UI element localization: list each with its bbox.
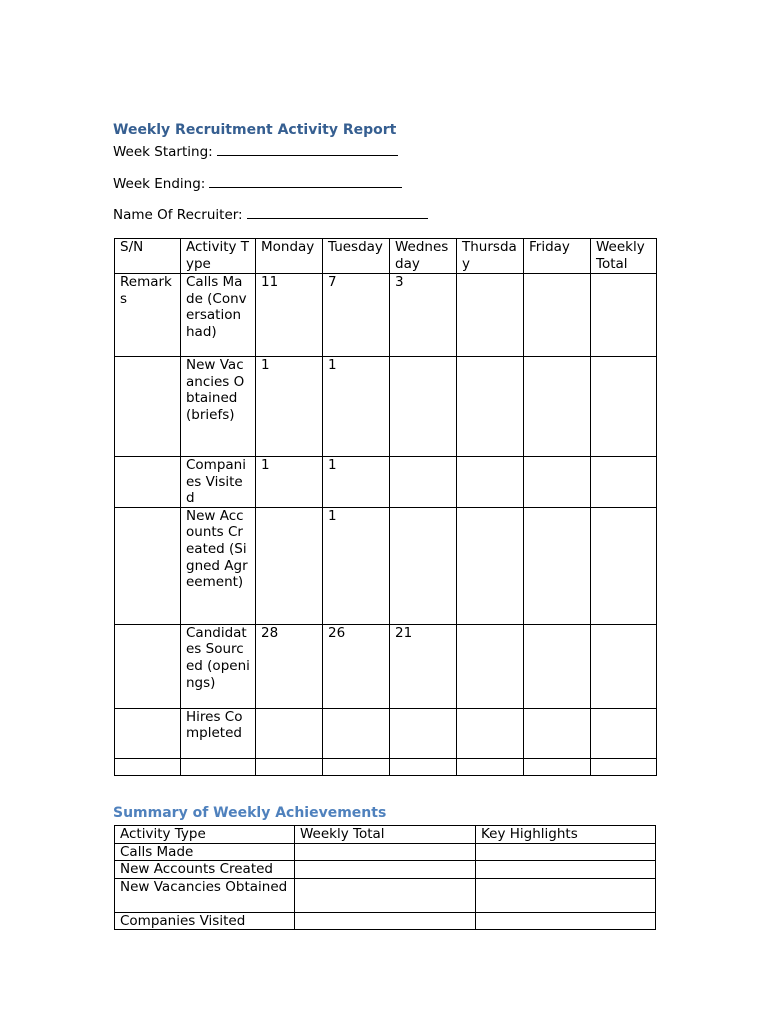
report-title: Weekly Recruitment Activity Report [113,122,397,138]
table-cell[interactable] [457,274,524,357]
table-cell [115,507,181,624]
table-cell[interactable]: 3 [390,274,457,357]
table-cell: Calls Made [115,843,295,861]
table-cell [181,758,256,775]
table-row [115,843,656,861]
header-thursday: Thursday [457,239,524,274]
table-cell[interactable]: 26 [323,624,390,708]
table-row [115,912,656,930]
table-cell[interactable] [476,878,656,912]
table-cell [115,758,181,775]
table-cell[interactable]: 1 [323,457,390,508]
table-row [115,624,657,708]
table-cell[interactable]: 1 [323,507,390,624]
table-cell[interactable] [591,274,657,357]
table-cell[interactable] [457,758,524,775]
table-cell[interactable] [524,624,591,708]
week-starting-blank[interactable] [217,143,398,156]
activity-header-row [115,239,657,274]
table-cell[interactable] [295,912,476,930]
header-friday: Friday [524,239,591,274]
table-cell[interactable] [390,457,457,508]
table-cell: New Accounts Created (Signed Agreement) [181,507,256,624]
table-cell[interactable] [476,843,656,861]
table-cell[interactable] [476,861,656,879]
table-cell: Remarks [115,274,181,357]
table-cell[interactable]: 28 [256,624,323,708]
table-row [115,758,657,775]
table-cell[interactable] [591,457,657,508]
summary-header-row [115,826,656,844]
table-cell[interactable] [295,861,476,879]
table-row [115,708,657,758]
week-ending-blank[interactable] [209,175,402,188]
table-cell: New Accounts Created [115,861,295,879]
table-cell[interactable] [390,708,457,758]
table-row [115,861,656,879]
table-cell[interactable]: 21 [390,624,457,708]
header-activity-type: Activity Type [181,239,256,274]
table-cell[interactable] [591,758,657,775]
table-row [115,457,657,508]
table-cell[interactable] [476,912,656,930]
table-cell[interactable]: 1 [256,457,323,508]
table-cell: Companies Visited [181,457,256,508]
table-row [115,878,656,912]
activity-table [114,238,657,776]
week-ending-label: Week Ending: [113,176,206,192]
table-cell [115,357,181,457]
table-cell[interactable] [524,357,591,457]
table-row [115,274,657,357]
header-wednesday: Wednesday [390,239,457,274]
table-cell: Candidates Sourced (openings) [181,624,256,708]
table-cell[interactable] [457,624,524,708]
table-cell[interactable] [524,507,591,624]
table-cell[interactable]: 1 [256,357,323,457]
table-cell[interactable]: 1 [323,357,390,457]
table-cell[interactable] [524,758,591,775]
table-cell[interactable] [457,457,524,508]
table-cell[interactable] [457,708,524,758]
table-cell[interactable] [256,507,323,624]
header-weekly-total: Weekly Total [591,239,657,274]
table-cell[interactable] [524,708,591,758]
table-cell[interactable]: 7 [323,274,390,357]
table-cell[interactable]: 11 [256,274,323,357]
recruiter-blank[interactable] [247,206,428,219]
week-starting-field [113,143,398,160]
week-starting-label: Week Starting: [113,144,213,160]
table-cell[interactable] [390,507,457,624]
table-cell[interactable] [295,843,476,861]
table-cell: New Vacancies Obtained [115,878,295,912]
summary-header-activity-type: Activity Type [115,826,295,844]
table-cell[interactable] [591,624,657,708]
table-cell[interactable] [457,357,524,457]
table-row [115,507,657,624]
summary-header-weekly-total: Weekly Total [295,826,476,844]
table-cell: New Vacancies Obtained (briefs) [181,357,256,457]
summary-title: Summary of Weekly Achievements [113,805,387,821]
summary-header-key-highlights: Key Highlights [476,826,656,844]
table-cell [115,624,181,708]
table-cell[interactable] [591,357,657,457]
table-cell[interactable] [323,758,390,775]
table-cell[interactable] [256,758,323,775]
table-cell[interactable] [524,457,591,508]
recruiter-label: Name Of Recruiter: [113,207,243,223]
table-cell[interactable] [295,878,476,912]
table-cell[interactable] [256,708,323,758]
table-cell: Hires Completed [181,708,256,758]
table-cell: Calls Made (Conversation had) [181,274,256,357]
header-monday: Monday [256,239,323,274]
table-cell[interactable] [457,507,524,624]
table-cell [115,708,181,758]
recruiter-field [113,206,428,223]
table-cell[interactable] [524,274,591,357]
table-cell[interactable] [323,708,390,758]
table-cell[interactable] [591,708,657,758]
header-sn: S/N [115,239,181,274]
table-cell: Companies Visited [115,912,295,930]
table-row [115,357,657,457]
table-cell[interactable] [390,758,457,775]
table-cell[interactable] [591,507,657,624]
table-cell[interactable] [390,357,457,457]
summary-table [114,825,656,930]
table-cell [115,457,181,508]
header-tuesday: Tuesday [323,239,390,274]
week-ending-field [113,175,402,192]
